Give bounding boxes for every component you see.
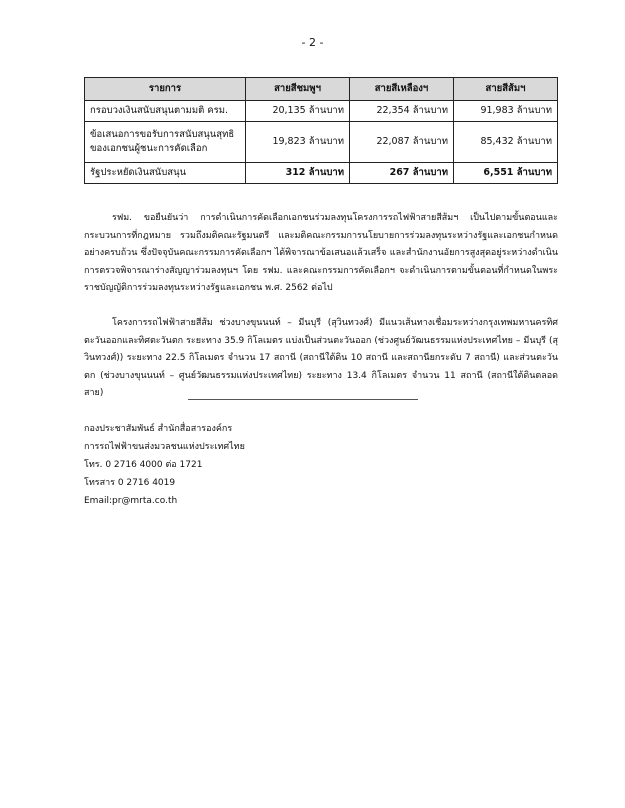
budget-table	[84, 77, 558, 184]
header-yellow-line: สายสีเหลืองฯ	[350, 78, 454, 101]
paragraph-text: รฟม. ขอยืนยันว่า การดำเนินการคัดเลือกเอกชนร่วมลงทุนโครงการรถไฟฟ้าสายสีส้มฯ เป็นไปตามขั้นตอนและกระบวนการที่กฎหมาย รวมถึงมติคณะรัฐมนตรี และมติคณะกรรมการนโยบายการร่วมลงทุนระหว่างรัฐและเอกชนกำหนดอย่างครบถ้วน ซึ่งปัจจุบันคณะกรรมการคัดเลือกฯ ได้พิจารณาข้อเสนอแล้วเสร็จ และสำนักงานอัยการสูงสุดอยู่ระหว่างดำเนินการตรวจพิจารณาร่างสัญญาร่วมลงทุนฯ โดย รฟม. และคณะกรรมการคัดเลือกฯ จะดำเนินการตามขั้นตอนที่กำหนดในพระราชบัญญัติการร่วมลงทุนระหว่างรัฐและเอกชน พ.ศ. 2562 ต่อไป	[84, 213, 558, 293]
contact-organization: การรถไฟฟ้าขนส่งมวลชนแห่งประเทศไทย	[84, 442, 245, 452]
contact-fax: โทรสาร 0 2716 4019	[84, 478, 176, 488]
cell-value: 312 ล้านบาท	[246, 163, 350, 184]
paragraph-confirmation	[84, 210, 558, 298]
header-item: รายการ	[85, 78, 246, 101]
header-pink-line: สายสีชมพูฯ	[246, 78, 350, 101]
paragraph-text: โครงการรถไฟฟ้าสายสีส้ม ช่วงบางขุนนนท์ – มีนบุรี (สุวินทวงศ์) มีแนวเส้นทางเชื่อมระหว่างกรุงเทพมหานครทิศตะวันออกและทิศตะวันตก ระยะทาง 35.9 กิโลเมตร แบ่งเป็นส่วนตะวันออก (ช่วงศูนย์วัฒนธรรมแห่งประเทศไทย – มีนบุรี (สุวินทวงศ์)) ระยะทาง 22.5 กิโลเมตร จำนวน 17 สถานี (สถานีใต้ดิน 10 สถานี และสถานียกระดับ 7 สถานี) และส่วนตะวันตก (ช่วงบางขุนนนท์ – ศูนย์วัฒนธรรมแห่งประเทศไทย) ระยะทาง 13.4 กิโลเมตร จำนวน 11 สถานี (สถานีใต้ดินตลอดสาย)	[84, 318, 558, 398]
table-header-row	[85, 78, 558, 101]
cell-value: 22,354 ล้านบาท	[350, 101, 454, 122]
contact-phone: โทร. 0 2716 4000 ต่อ 1721	[84, 460, 203, 470]
table-row	[85, 101, 558, 122]
row-label: กรอบวงเงินสนับสนุนตามมติ ครม.	[85, 101, 246, 122]
cell-value: 85,432 ล้านบาท	[454, 122, 558, 163]
row-label: ข้อเสนอการขอรับการสนับสนุนสุทธิของเอกชนผู้ชนะการคัดเลือก	[85, 122, 246, 163]
table-row	[85, 122, 558, 163]
paragraph-project-description	[84, 315, 558, 403]
cell-value: 20,135 ล้านบาท	[246, 101, 350, 122]
cell-value: 22,087 ล้านบาท	[350, 122, 454, 163]
divider-line	[188, 399, 418, 400]
contact-block	[84, 420, 245, 510]
cell-value: 267 ล้านบาท	[350, 163, 454, 184]
row-label: รัฐประหยัดเงินสนับสนุน	[85, 163, 246, 184]
header-orange-line: สายสีส้มฯ	[454, 78, 558, 101]
contact-department: กองประชาสัมพันธ์ สำนักสื่อสารองค์กร	[84, 424, 233, 434]
cell-value: 6,551 ล้านบาท	[454, 163, 558, 184]
cell-value: 19,823 ล้านบาท	[246, 122, 350, 163]
table-row-total	[85, 163, 558, 184]
cell-value: 91,983 ล้านบาท	[454, 101, 558, 122]
contact-email: Email:pr@mrta.co.th	[84, 496, 178, 506]
page-number: - 2 -	[301, 36, 324, 49]
